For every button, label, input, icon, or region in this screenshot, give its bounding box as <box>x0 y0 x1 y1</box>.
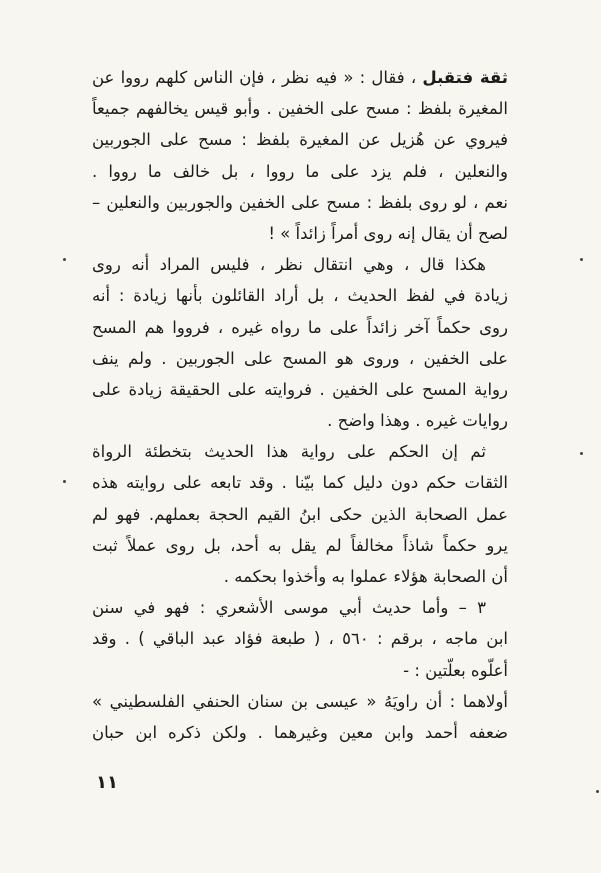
text-line-4: والنعلين ، فلم يزد على ما رووا ، بل خالف ما رووا . <box>92 161 508 181</box>
margin-mark <box>596 790 599 793</box>
text-line-18: ٣ – وأما حديث أبي موسى الأشعري : فهو في سنن <box>92 598 486 618</box>
text-line-12: روايات غيره . وهذا واضح . <box>327 411 508 431</box>
text-line-9: روى حكماً آخر زائداً على ما رواه غيره ، فرووا هم المسح <box>92 317 508 337</box>
margin-mark <box>580 452 583 455</box>
text-line-21: أولاهما : أن راويَهُ « عيسى بن سنان الحنفي الفلسطيني » <box>92 691 508 711</box>
text-line-1-rest: ، فقال : « فيه نظر ، فإن الناس كلهم رووا عن <box>92 68 417 87</box>
text-line-1 <box>92 62 508 93</box>
margin-mark <box>580 258 583 261</box>
margin-mark <box>63 480 66 483</box>
text-line-22: ضعفه أحمد وابن معين وغيرهما . ولكن ذكره ابن حبان <box>92 722 508 742</box>
text-line-16: يرو حكماً شاذاً مخالفاً لم يقل به أحد، بل روى عملاً ثبت <box>92 535 508 555</box>
text-line-7: هكذا قال ، وهي انتقال نظر ، فليس المراد أنه روى <box>92 255 486 275</box>
text-line-5: نعم ، لو روى بلفظ : مسح على الخفين والجوربين والنعلين – <box>92 192 508 212</box>
text-line-17: أن الصحابة هؤلاء عملوا به وأخذوا بحكمه . <box>223 567 508 586</box>
text-line-3: فيروي عن هُزيل عن المغيرة بلفظ : مسح على الجوربين <box>92 130 508 150</box>
text-line-15: عمل الصحابة الذين حكى ابنُ القيم الحجة بعملهم. فهو لم <box>92 504 508 524</box>
text-line-6: لصح أن يقال إنه روى أمراً زائداً » ! <box>268 223 508 243</box>
text-line-8: زيادة في لفظ الحديث ، بل أراد القائلون بأنها زيادة : أنه <box>92 286 508 306</box>
text-line-20: أعلّوه بعلّتين : - <box>403 660 508 680</box>
text-line-2: المغيرة بلفظ : مسح على الخفين . وأبو قيس يخالفهم جميعاً <box>92 99 508 119</box>
text-line-14: الثقات حكم دون دليل كما بيّنا . وقد تابعه على روايته هذه <box>92 473 508 493</box>
text-line-10: على الخفين ، وروى هو المسح على الجوربين . ولم ينف <box>92 348 508 368</box>
page-number: ١١ <box>96 772 118 793</box>
lead-words: ثقة فتقبل <box>422 68 508 87</box>
margin-mark <box>63 258 66 261</box>
text-line-13: ثم إن الحكم على رواية هذا الحديث بتخطئة الرواة <box>92 442 486 462</box>
body-text <box>92 62 508 748</box>
text-line-19: ابن ماجه ، برقم : ٥٦٠ ، ( طبعة فؤاد عبد الباقي ) . وقد <box>92 629 508 649</box>
text-line-11: رواية المسح على الخفين . فروايته على الحقيقة زيادة على <box>92 379 508 399</box>
